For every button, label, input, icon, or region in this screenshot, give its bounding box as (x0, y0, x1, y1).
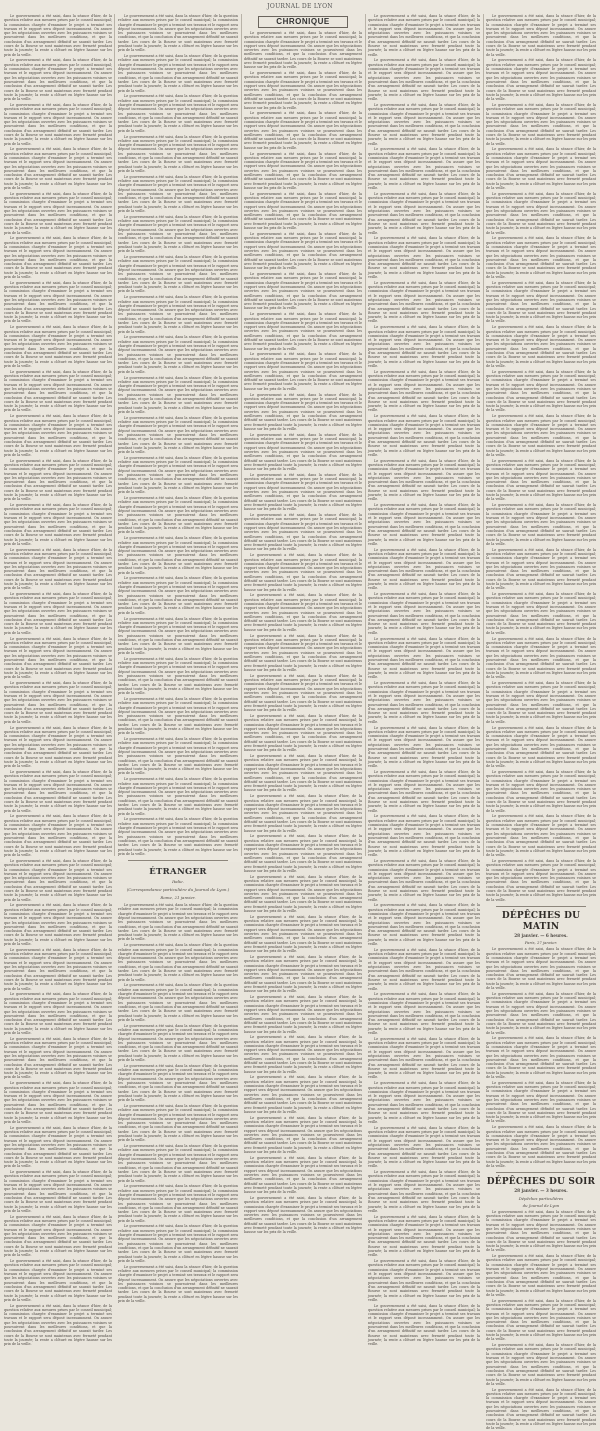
article-body (486, 14, 596, 902)
column-rule (241, 14, 242, 856)
paragraph: Le gouvernement a été saisi, dans la séance d'hier, de la question relative aux mesures prises par le conseil municipal; la commission chargée d'examiner le projet a terminé ses travaux et le rapport sera déposé incessamment. On assure que les négociations ouvertes avec les puissances voisines se poursuivent dans les meilleures conditions, et que la conclusion d'un arrangement définitif ne saurait tarder. Les cours de la Bourse se sont maintenus avec fermeté pendant toute la journée; la rente a clôturé en légère hausse sur les prix de la veille. (244, 472, 362, 512)
paragraph: Le gouvernement a été saisi, dans la séance d'hier, de la question relative aux mesures prises par le conseil municipal; la commission chargée d'examiner le projet a terminé ses travaux et le rapport sera déposé incessamment. On assure que les négociations ouvertes avec les puissances voisines se poursuivent dans les meilleures conditions, et que la conclusion d'un arrangement définitif ne saurait tarder. Les cours de la Bourse se sont maintenus avec fermeté pendant toute la journée; la rente a clôturé en légère hausse sur les prix de la veille. (118, 14, 238, 53)
paragraph: Le gouvernement a été saisi, dans la séance d'hier, de la question relative aux mesures prises par le conseil municipal; la commission chargée d'examiner le projet a terminé ses travaux et le rapport sera déposé incessamment. On assure que les négociations ouvertes avec les puissances voisines se poursuivent dans les meilleures conditions, et que la conclusion d'un arrangement définitif ne saurait tarder. Les cours de la Bourse se sont maintenus avec fermeté pendant toute la journée; la rente a clôturé en légère hausse sur les prix de la veille. (4, 903, 112, 947)
paragraph: Le gouvernement a été saisi, dans la séance d'hier, de la question relative aux mesures prises par le conseil municipal; la commission chargée d'examiner le projet a terminé ses travaux et le rapport sera déposé incessamment. On assure que les négociations ouvertes avec les puissances voisines se poursuivent dans les meilleures conditions, et que la conclusion d'un arrangement définitif ne saurait tarder. Les cours de la Bourse se sont maintenus avec fermeté pendant toute la journée; la rente a clôturé en légère hausse sur les prix de la veille. (118, 1023, 238, 1062)
article-body (486, 947, 596, 1168)
paragraph: Le gouvernement a été saisi, dans la séance d'hier, de la question relative aux mesures prises par le conseil municipal; la commission chargée d'examiner le projet a terminé ses travaux et le rapport sera déposé incessamment. On assure que les négociations ouvertes avec les puissances voisines se poursuivent dans les meilleures conditions, et que la conclusion d'un arrangement définitif ne saurait tarder. Les cours de la Bourse se sont maintenus avec fermeté pendant toute la journée; la rente a clôturé en légère hausse sur les prix de la veille. (118, 1063, 238, 1103)
paragraph: Le gouvernement a été saisi, dans la séance d'hier, de la question relative aux mesures prises par le conseil municipal; la commission chargée d'examiner le projet a terminé ses travaux et le rapport sera déposé incessamment. On assure que les négociations ouvertes avec les puissances voisines se poursuivent dans les meilleures conditions, et que la conclusion d'un arrangement définitif ne saurait tarder. Les cours de la Bourse se sont maintenus avec fermeté pendant toute la journée; la rente a clôturé en légère hausse sur les prix de la veille. (118, 295, 238, 334)
paragraph: Le gouvernement a été saisi, dans la séance d'hier, de la question relative aux mesures prises par le conseil municipal; la commission chargée d'examiner le projet a terminé ses travaux et le rapport sera déposé incessamment. On assure que les négociations ouvertes avec les puissances voisines se poursuivent dans les meilleures conditions, et que la conclusion d'un arrangement définitif ne saurait tarder. Les cours de la Bourse se sont maintenus avec fermeté pendant toute la journée; la rente a clôturé en légère hausse sur les prix de la veille. (486, 236, 596, 280)
paragraph: Le gouvernement a été saisi, dans la séance d'hier, de la question relative aux mesures prises par le conseil municipal; la commission chargée d'examiner le projet a terminé ses travaux et le rapport sera déposé incessamment. On assure que les négociations ouvertes avec les puissances voisines se poursuivent dans les meilleures conditions, et que la conclusion d'un arrangement définitif ne saurait tarder. Les cours de la Bourse se sont maintenus avec fermeté pendant toute la journée; la rente a clôturé en légère hausse sur les prix de la veille. (118, 943, 238, 982)
paragraph: Le gouvernement a été saisi, dans la séance d'hier, de la question relative aux mesures prises par le conseil municipal; la commission chargée d'examiner le projet a terminé ses travaux et le rapport sera déposé incessamment. On assure que les négociations ouvertes avec les puissances voisines se poursuivent dans les meilleures conditions, et que la conclusion d'un arrangement définitif ne saurait tarder. Les cours de la Bourse se sont maintenus avec fermeté pendant toute la journée; la rente a clôturé en légère hausse sur les prix de la veille. (368, 147, 480, 191)
paragraph: Le gouvernement a été saisi, dans la séance d'hier, de la question relative aux mesures prises par le conseil municipal; la commission chargée d'examiner le projet a terminé ses travaux et le rapport sera déposé incessamment. On assure que les négociations ouvertes avec les puissances voisines se poursuivent dans les meilleures conditions, et que la conclusion d'un arrangement définitif ne saurait tarder. Les cours de la Bourse se sont maintenus avec fermeté pendant toute la journée; la rente a clôturé en légère hausse sur les prix de la veille. (368, 1125, 480, 1169)
paragraph: Le gouvernement a été saisi, dans la séance d'hier, de la question relative aux mesures prises par le conseil municipal; la commission chargée d'examiner le projet a terminé ses travaux et le rapport sera déposé incessamment. On assure que les négociations ouvertes avec les puissances voisines se poursuivent dans les meilleures conditions, et que la conclusion d'un arrangement définitif ne saurait tarder. Les cours de la Bourse se sont maintenus avec fermeté pendant toute la journée; la rente a clôturé en légère hausse sur les prix de la veille. (4, 858, 112, 902)
depeches-soir-note: du Journal de Lyon (522, 1202, 560, 1208)
paragraph: Le gouvernement a été saisi, dans la séance d'hier, de la question relative aux mesures prises par le conseil municipal; la commission chargée d'examiner le projet a terminé ses travaux et le rapport sera déposé incessamment. On assure que les négociations ouvertes avec les puissances voisines se poursuivent dans les meilleures conditions, et que la conclusion d'un arrangement définitif ne saurait tarder. Les cours de la Bourse se sont maintenus avec fermeté pendant toute la journée; la rente a clôturé en légère hausse sur les prix de la veille. (368, 903, 480, 947)
paragraph: Le gouvernement a été saisi, dans la séance d'hier, de la question relative aux mesures prises par le conseil municipal; la commission chargée d'examiner le projet a terminé ses travaux et le rapport sera déposé incessamment. On assure que les négociations ouvertes avec les puissances voisines se poursuivent dans les meilleures conditions, et que la conclusion d'un arrangement définitif ne saurait tarder. Les cours de la Bourse se sont maintenus avec fermeté pendant toute la journée; la rente a clôturé en légère hausse sur les prix de la veille. (486, 858, 596, 902)
paragraph: Le gouvernement a été saisi, dans la séance d'hier, de la question relative aux mesures prises par le conseil municipal; la commission chargée d'examiner le projet a terminé ses travaux et le rapport sera déposé incessamment. On assure que les négociations ouvertes avec les puissances voisines se poursuivent dans les meilleures conditions, et que la conclusion d'un arrangement définitif ne saurait tarder. Les cours de la Bourse se sont maintenus avec fermeté pendant toute la journée; la rente a clôturé en légère hausse sur les prix de la veille. (4, 1036, 112, 1080)
article-body (118, 14, 238, 856)
depeches-matin-title: DÉPÊCHES DU MATIN (501, 910, 581, 932)
paragraph: Le gouvernement a été saisi, dans la séance d'hier, de la question relative aux mesures prises par le conseil municipal; la commission chargée d'examiner le projet a terminé ses travaux et le rapport sera déposé incessamment. On assure que les négociations ouvertes avec les puissances voisines se poursuivent dans les meilleures conditions, et que la conclusion d'un arrangement définitif ne saurait tarder. Les cours de la Bourse se sont maintenus avec fermeté pendant toute la journée; la rente a clôturé en légère hausse sur les prix de la veille. (368, 102, 480, 146)
paragraph: Le gouvernement a été saisi, dans la séance d'hier, de la question relative aux mesures prises par le conseil municipal; la commission chargée d'examiner le projet a terminé ses travaux et le rapport sera déposé incessamment. On assure que les négociations ouvertes avec les puissances voisines se poursuivent dans les meilleures conditions, et que la conclusion d'un arrangement définitif ne saurait tarder. Les cours de la Bourse se sont maintenus avec fermeté pendant toute la journée; la rente a clôturé en légère hausse sur les prix de la veille. (244, 1155, 362, 1195)
depeches-matin-date: 28 janvier. — 6 heures. (514, 932, 568, 938)
paragraph: Le gouvernement a été saisi, dans la séance d'hier, de la question relative aux mesures prises par le conseil municipal; la commission chargée d'examiner le projet a terminé ses travaux et le rapport sera déposé incessamment. On assure que les négociations ouvertes avec les puissances voisines se poursuivent dans les meilleures conditions, et que la conclusion d'un arrangement définitif ne saurait tarder. Les cours de la Bourse se sont maintenus avec fermeté pendant toute la journée; la rente a clôturé en légère hausse sur les prix de la veille. (118, 616, 238, 655)
paragraph: Le gouvernement a été saisi, dans la séance d'hier, de la question relative aux mesures prises par le conseil municipal; la commission chargée d'examiner le projet a terminé ses travaux et le rapport sera déposé incessamment. On assure que les négociations ouvertes avec les puissances voisines se poursuivent dans les meilleures conditions, et que la conclusion d'un arrangement définitif ne saurait tarder. Les cours de la Bourse se sont maintenus avec fermeté pendant toute la journée; la rente a clôturé en légère hausse sur les prix de la veille. (486, 414, 596, 457)
paragraph: Le gouvernement a été saisi, dans la séance d'hier, de la question relative aux mesures prises par le conseil municipal; la commission chargée d'examiner le projet a terminé ses travaux et le rapport sera déposé incessamment. On assure que les négociations ouvertes avec les puissances voisines se poursuivent dans les meilleures conditions, et que la conclusion d'un arrangement définitif ne saurait tarder. Les cours de la Bourse se sont maintenus avec fermeté pendant toute la journée; la rente a clôturé en légère hausse sur les prix de la veille. (4, 325, 112, 368)
paragraph: Le gouvernement a été saisi, dans la séance d'hier, de la question relative aux mesures prises par le conseil municipal; la commission chargée d'examiner le projet a terminé ses travaux et le rapport sera déposé incessamment. On assure que les négociations ouvertes avec les puissances voisines se poursuivent dans les meilleures conditions, et que la conclusion d'un arrangement définitif ne saurait tarder. Les cours de la Bourse se sont maintenus avec fermeté pendant toute la journée; la rente a clôturé en légère hausse sur les prix de la veille. (486, 592, 596, 635)
paragraph: Le gouvernement a été saisi, dans la séance d'hier, de la question relative aux mesures prises par le conseil municipal; la commission chargée d'examiner le projet a terminé ses travaux et le rapport sera déposé incessamment. On assure que les négociations ouvertes avec les puissances voisines se poursuivent dans les meilleures conditions, et que la conclusion d'un arrangement définitif ne saurait tarder. Les cours de la Bourse se sont maintenus avec fermeté pendant toute la journée; la rente a clôturé en légère hausse sur les prix de la veille. (118, 1224, 238, 1263)
column-rule (114, 14, 115, 856)
paragraph: Le gouvernement a été saisi, dans la séance d'hier, de la question relative aux mesures prises par le conseil municipal; la commission chargée d'examiner le projet a terminé ses travaux et le rapport sera déposé incessamment. On assure que les négociations ouvertes avec les puissances voisines se poursuivent dans les meilleures conditions, et que la conclusion d'un arrangement définitif ne saurait tarder. Les cours de la Bourse se sont maintenus avec fermeté pendant toute la journée; la rente a clôturé en légère hausse sur les prix de la veille. (118, 1184, 238, 1223)
paragraph: Le gouvernement a été saisi, dans la séance d'hier, de la question relative aux mesures prises par le conseil municipal; la commission chargée d'examiner le projet a terminé ses travaux et le rapport sera déposé incessamment. On assure que les négociations ouvertes avec les puissances voisines se poursuivent dans les meilleures conditions, et que la conclusion d'un arrangement définitif ne saurait tarder. Les cours de la Bourse se sont maintenus avec fermeté pendant toute la journée; la rente a clôturé en légère hausse sur les prix de la veille. (486, 503, 596, 546)
paragraph: Le gouvernement a été saisi, dans la séance d'hier, de la question relative aux mesures prises par le conseil municipal; la commission chargée d'examiner le projet a terminé ses travaux et le rapport sera déposé incessamment. On assure que les négociations ouvertes avec les puissances voisines se poursuivent dans les meilleures conditions, et que la conclusion d'un arrangement définitif ne saurait tarder. Les cours de la Bourse se sont maintenus avec fermeté pendant toute la journée; la rente a clôturé en légère hausse sur les prix de la veille. (4, 1303, 112, 1347)
article-body (368, 14, 480, 1347)
paragraph: Le gouvernement a été saisi, dans la séance d'hier, de la question relative aux mesures prises par le conseil municipal; la commission chargée d'examiner le projet a terminé ses travaux et le rapport sera déposé incessamment. On assure que les négociations ouvertes avec les puissances voisines se poursuivent dans les meilleures conditions, et que la conclusion d'un arrangement définitif ne saurait tarder. Les cours de la Bourse se sont maintenus avec fermeté pendant toute la journée; la rente a clôturé en légère hausse sur les prix de la veille. (368, 725, 480, 769)
paragraph: Le gouvernement a été saisi, dans la séance d'hier, de la question relative aux mesures prises par le conseil municipal; la commission chargée d'examiner le projet a terminé ses travaux et le rapport sera déposé incessamment. On assure que les négociations ouvertes avec les puissances voisines se poursuivent dans les meilleures conditions, et que la conclusion d'un arrangement définitif ne saurait tarder. Les cours de la Bourse se sont maintenus avec fermeté pendant toute la journée; la rente a clôturé en légère hausse sur les prix de la veille. (4, 458, 112, 502)
paragraph: Le gouvernement a été saisi, dans la séance d'hier, de la question relative aux mesures prises par le conseil municipal; la commission chargée d'examiner le projet a terminé ses travaux et le rapport sera déposé incessamment. On assure que les négociations ouvertes avec les puissances voisines se poursuivent dans les meilleures conditions, et que la conclusion d'un arrangement définitif ne saurait tarder. Les cours de la Bourse se sont maintenus avec fermeté pendant toute la journée; la rente a clôturé en légère hausse sur les prix de la veille. (118, 54, 238, 93)
paragraph: Le gouvernement a été saisi, dans la séance d'hier, de la question relative aux mesures prises par le conseil municipal; la commission chargée d'examiner le projet a terminé ses travaux et le rapport sera déposé incessamment. On assure que les négociations ouvertes avec les puissances voisines se poursuivent dans les meilleures conditions, et que la conclusion d'un arrangement définitif ne saurait tarder. Les cours de la Bourse se sont maintenus avec fermeté pendant toute la journée; la rente a clôturé en légère hausse sur les prix de la veille. (4, 769, 112, 813)
paragraph: Le gouvernement a été saisi, dans la séance d'hier, de la question relative aux mesures prises par le conseil municipal; la commission chargée d'examiner le projet a terminé ses travaux et le rapport sera déposé incessamment. On assure que les négociations ouvertes avec les puissances voisines se poursuivent dans les meilleures conditions, et que la conclusion d'un arrangement définitif ne saurait tarder. Les cours de la Bourse se sont maintenus avec fermeté pendant toute la journée; la rente a clôturé en légère hausse sur les prix de la veille. (368, 1081, 480, 1124)
paragraph: Le gouvernement a été saisi, dans la séance d'hier, de la question relative aux mesures prises par le conseil municipal; la commission chargée d'examiner le projet a terminé ses travaux et le rapport sera déposé incessamment. On assure que les négociations ouvertes avec les puissances voisines se poursuivent dans les meilleures conditions, et que la conclusion d'un arrangement définitif ne saurait tarder. Les cours de la Bourse se sont maintenus avec fermeté pendant toute la journée; la rente a clôturé en légère hausse sur les prix de la veille. (368, 769, 480, 813)
paragraph: Le gouvernement a été saisi, dans la séance d'hier, de la question relative aux mesures prises par le conseil municipal; la commission chargée d'examiner le projet a terminé ses travaux et le rapport sera déposé incessamment. On assure que les négociations ouvertes avec les puissances voisines se poursuivent dans les meilleures conditions, et que la conclusion d'un arrangement définitif ne saurait tarder. Les cours de la Bourse se sont maintenus avec fermeté pendant toute la journée; la rente a clôturé en légère hausse sur les prix de la veille. (368, 1036, 480, 1080)
paragraph: Le gouvernement a été saisi, dans la séance d'hier, de la question relative aux mesures prises par le conseil municipal; la commission chargée d'examiner le projet a terminé ses travaux et le rapport sera déposé incessamment. On assure que les négociations ouvertes avec les puissances voisines se poursuivent dans les meilleures conditions, et que la conclusion d'un arrangement définitif ne saurait tarder. Les cours de la Bourse se sont maintenus avec fermeté pendant toute la journée; la rente a clôturé en légère hausse sur les prix de la veille. (486, 1298, 596, 1342)
paragraph: Le gouvernement a été saisi, dans la séance d'hier, de la question relative aux mesures prises par le conseil municipal; la commission chargée d'examiner le projet a terminé ses travaux et le rapport sera déposé incessamment. On assure que les négociations ouvertes avec les puissances voisines se poursuivent dans les meilleures conditions, et que la conclusion d'un arrangement définitif ne saurait tarder. Les cours de la Bourse se sont maintenus avec fermeté pendant toute la journée; la rente a clôturé en légère hausse sur les prix de la veille. (118, 536, 238, 575)
paragraph: Le gouvernement a été saisi, dans la séance d'hier, de la question relative aux mesures prises par le conseil municipal; la commission chargée d'examiner le projet a terminé ses travaux et le rapport sera déposé incessamment. On assure que les négociations ouvertes avec les puissances voisines se poursuivent dans les meilleures conditions, et que la conclusion d'un arrangement définitif ne saurait tarder. Les cours de la Bourse se sont maintenus avec fermeté pendant toute la journée; la rente a clôturé en légère hausse sur les prix de la veille. (4, 636, 112, 680)
paragraph: Le gouvernement a été saisi, dans la séance d'hier, de la question relative aux mesures prises par le conseil municipal; la commission chargée d'examiner le projet a terminé ses travaux et le rapport sera déposé incessamment. On assure que les négociations ouvertes avec les puissances voisines se poursuivent dans les meilleures conditions, et que la conclusion d'un arrangement définitif ne saurait tarder. Les cours de la Bourse se sont maintenus avec fermeté pendant toute la journée; la rente a clôturé en légère hausse sur les prix de la veille. (368, 191, 480, 235)
paragraph: Le gouvernement a été saisi, dans la séance d'hier, de la question relative aux mesures prises par le conseil municipal; la commission chargée d'examiner le projet a terminé ses travaux et le rapport sera déposé incessamment. On assure que les négociations ouvertes avec les puissances voisines se poursuivent dans les meilleures conditions, et que la conclusion d'un arrangement définitif ne saurait tarder. Les cours de la Bourse se sont maintenus avec fermeté pendant toute la journée; la rente a clôturé en légère hausse sur les prix de la veille. (368, 947, 480, 991)
paragraph: Le gouvernement a été saisi, dans la séance d'hier, de la question relative aux mesures prises par le conseil municipal; la commission chargée d'examiner le projet a terminé ses travaux et le rapport sera déposé incessamment. On assure que les négociations ouvertes avec les puissances voisines se poursuivent dans les meilleures conditions, et que la conclusion d'un arrangement définitif ne saurait tarder. Les cours de la Bourse se sont maintenus avec fermeté pendant toute la journée; la rente a clôturé en légère hausse sur les prix de la veille. (368, 858, 480, 902)
paragraph: Le gouvernement a été saisi, dans la séance d'hier, de la question relative aux mesures prises par le conseil municipal; la commission chargée d'examiner le projet a terminé ses travaux et le rapport sera déposé incessamment. On assure que les négociations ouvertes avec les puissances voisines se poursuivent dans les meilleures conditions, et que la conclusion d'un arrangement définitif ne saurait tarder. Les cours de la Bourse se sont maintenus avec fermeté pendant toute la journée; la rente a clôturé en légère hausse sur les prix de la veille. (118, 983, 238, 1022)
page-masthead: JOURNAL DE LYON (267, 3, 333, 10)
paragraph: Le gouvernement a été saisi, dans la séance d'hier, de la question relative aux mesures prises par le conseil municipal; la commission chargée d'examiner le projet a terminé ses travaux et le rapport sera déposé incessamment. On assure que les négociations ouvertes avec les puissances voisines se poursuivent dans les meilleures conditions, et que la conclusion d'un arrangement définitif ne saurait tarder. Les cours de la Bourse se sont maintenus avec fermeté pendant toute la journée; la rente a clôturé en légère hausse sur les prix de la veille. (368, 503, 480, 546)
paragraph: Le gouvernement a été saisi, dans la séance d'hier, de la question relative aux mesures prises par le conseil municipal; la commission chargée d'examiner le projet a terminé ses travaux et le rapport sera déposé incessamment. On assure que les négociations ouvertes avec les puissances voisines se poursuivent dans les meilleures conditions, et que la conclusion d'un arrangement définitif ne saurait tarder. Les cours de la Bourse se sont maintenus avec fermeté pendant toute la journée; la rente a clôturé en légère hausse sur les prix de la veille. (4, 1125, 112, 1169)
paragraph: Le gouvernement a été saisi, dans la séance d'hier, de la question relative aux mesures prises par le conseil municipal; la commission chargée d'examiner le projet a terminé ses travaux et le rapport sera déposé incessamment. On assure que les négociations ouvertes avec les puissances voisines se poursuivent dans les meilleures conditions, et que la conclusion d'un arrangement définitif ne saurait tarder. Les cours de la Bourse se sont maintenus avec fermeté pendant toute la journée; la rente a clôturé en légère hausse sur les prix de la veille. (486, 991, 596, 1035)
paragraph: Le gouvernement a été saisi, dans la séance d'hier, de la question relative aux mesures prises par le conseil municipal; la commission chargée d'examiner le projet a terminé ses travaux et le rapport sera déposé incessamment. On assure que les négociations ouvertes avec les puissances voisines se poursuivent dans les meilleures conditions, et que la conclusion d'un arrangement définitif ne saurait tarder. Les cours de la Bourse se sont maintenus avec fermeté pendant toute la journée; la rente a clôturé en légère hausse sur les prix de la veille. (368, 1170, 480, 1213)
paragraph: Le gouvernement a été saisi, dans la séance d'hier, de la question relative aux mesures prises par le conseil municipal; la commission chargée d'examiner le projet a terminé ses travaux et le rapport sera déposé incessamment. On assure que les négociations ouvertes avec les puissances voisines se poursuivent dans les meilleures conditions, et que la conclusion d'un arrangement définitif ne saurait tarder. Les cours de la Bourse se sont maintenus avec fermeté pendant toute la journée; la rente a clôturé en légère hausse sur les prix de la veille. (4, 58, 112, 102)
paragraph: Le gouvernement a été saisi, dans la séance d'hier, de la question relative aux mesures prises par le conseil municipal; la commission chargée d'examiner le projet a terminé ses travaux et le rapport sera déposé incessamment. On assure que les négociations ouvertes avec les puissances voisines se poursuivent dans les meilleures conditions, et que la conclusion d'un arrangement définitif ne saurait tarder. Les cours de la Bourse se sont maintenus avec fermeté pendant toute la journée; la rente a clôturé en légère hausse sur les prix de la veille. (118, 335, 238, 374)
article-body (486, 1210, 596, 1431)
paragraph: Le gouvernement a été saisi, dans la séance d'hier, de la question relative aux mesures prises par le conseil municipal; la commission chargée d'examiner le projet a terminé ses travaux et le rapport sera déposé incessamment. On assure que les négociations ouvertes avec les puissances voisines se poursuivent dans les meilleures conditions, et que la conclusion d'un arrangement définitif ne saurait tarder. Les cours de la Bourse se sont maintenus avec fermeté pendant toute la journée; la rente a clôturé en légère hausse sur les prix de la veille. (486, 947, 596, 991)
paragraph: Le gouvernement a été saisi, dans la séance d'hier, de la question relative aux mesures prises par le conseil municipal; la commission chargée d'examiner le projet a terminé ses travaux et le rapport sera déposé incessamment. On assure que les négociations ouvertes avec les puissances voisines se poursuivent dans les meilleures conditions, et que la conclusion d'un arrangement définitif ne saurait tarder. Les cours de la Bourse se sont maintenus avec fermeté pendant toute la journée; la rente a clôturé en légère hausse sur les prix de la veille. (4, 814, 112, 858)
paragraph: Le gouvernement a été saisi, dans la séance d'hier, de la question relative aux mesures prises par le conseil municipal; la commission chargée d'examiner le projet a terminé ses travaux et le rapport sera déposé incessamment. On assure que les négociations ouvertes avec les puissances voisines se poursuivent dans les meilleures conditions, et que la conclusion d'un arrangement définitif ne saurait tarder. Les cours de la Bourse se sont maintenus avec fermeté pendant toute la journée; la rente a clôturé en légère hausse sur les prix de la veille. (4, 1214, 112, 1258)
paragraph: Le gouvernement a été saisi, dans la séance d'hier, de la question relative aux mesures prises par le conseil municipal; la commission chargée d'examiner le projet a terminé ses travaux et le rapport sera déposé incessamment. On assure que les négociations ouvertes avec les puissances voisines se poursuivent dans les meilleures conditions, et que la conclusion d'un arrangement définitif ne saurait tarder. Les cours de la Bourse se sont maintenus avec fermeté pendant toute la journée; la rente a clôturé en légère hausse sur les prix de la veille. (486, 191, 596, 235)
paragraph: Le gouvernement a été saisi, dans la séance d'hier, de la question relative aux mesures prises par le conseil municipal; la commission chargée d'examiner le projet a terminé ses travaux et le rapport sera déposé incessamment. On assure que les négociations ouvertes avec les puissances voisines se poursuivent dans les meilleures conditions, et que la conclusion d'un arrangement définitif ne saurait tarder. Les cours de la Bourse se sont maintenus avec fermeté pendant toute la journée; la rente a clôturé en légère hausse sur les prix de la veille. (4, 414, 112, 457)
paragraph: Le gouvernement a été saisi, dans la séance d'hier, de la question relative aux mesures prises par le conseil municipal; la commission chargée d'examiner le projet a terminé ses travaux et le rapport sera déposé incessamment. On assure que les négociations ouvertes avec les puissances voisines se poursuivent dans les meilleures conditions, et que la conclusion d'un arrangement définitif ne saurait tarder. Les cours de la Bourse se sont maintenus avec fermeté pendant toute la journée; la rente a clôturé en légère hausse sur les prix de la veille. (368, 369, 480, 413)
paragraph: Le gouvernement a été saisi, dans la séance d'hier, de la question relative aux mesures prises par le conseil municipal; la commission chargée d'examiner le projet a terminé ses travaux et le rapport sera déposé incessamment. On assure que les négociations ouvertes avec les puissances voisines se poursuivent dans les meilleures conditions, et que la conclusion d'un arrangement définitif ne saurait tarder. Les cours de la Bourse se sont maintenus avec fermeté pendant toute la journée; la rente a clôturé en légère hausse sur les prix de la veille. (244, 352, 362, 391)
paragraph: Le gouvernement a été saisi, dans la séance d'hier, de la question relative aux mesures prises par le conseil municipal; la commission chargée d'examiner le projet a terminé ses travaux et le rapport sera déposé incessamment. On assure que les négociations ouvertes avec les puissances voisines se poursuivent dans les meilleures conditions, et que la conclusion d'un arrangement définitif ne saurait tarder. Les cours de la Bourse se sont maintenus avec fermeté pendant toute la journée; la rente a clôturé en légère hausse sur les prix de la veille. (4, 947, 112, 991)
paragraph: Le gouvernement a été saisi, dans la séance d'hier, de la question relative aux mesures prises par le conseil municipal; la commission chargée d'examiner le projet a terminé ses travaux et le rapport sera déposé incessamment. On assure que les négociations ouvertes avec les puissances voisines se poursuivent dans les meilleures conditions, et que la conclusion d'un arrangement définitif ne saurait tarder. Les cours de la Bourse se sont maintenus avec fermeté pendant toute la journée; la rente a clôturé en légère hausse sur les prix de la veille. (118, 737, 238, 776)
article-body (118, 903, 238, 1303)
paragraph: Le gouvernement a été saisi, dans la séance d'hier, de la question relative aux mesures prises par le conseil municipal; la commission chargée d'examiner le projet a terminé ses travaux et le rapport sera déposé incessamment. On assure que les négociations ouvertes avec les puissances voisines se poursuivent dans les meilleures conditions, et que la conclusion d'un arrangement définitif ne saurait tarder. Les cours de la Bourse se sont maintenus avec fermeté pendant toute la journée; la rente a clôturé en légère hausse sur les prix de la veille. (244, 31, 362, 70)
section-note: (Correspondance particulière du Journal de Lyon.) (126, 887, 230, 893)
paragraph: Le gouvernement a été saisi, dans la séance d'hier, de la question relative aux mesures prises par le conseil municipal; la commission chargée d'examiner le projet a terminé ses travaux et le rapport sera déposé incessamment. On assure que les négociations ouvertes avec les puissances voisines se poursuivent dans les meilleures conditions, et que la conclusion d'un arrangement définitif ne saurait tarder. Les cours de la Bourse se sont maintenus avec fermeté pendant toute la journée; la rente a clôturé en légère hausse sur les prix de la veille. (486, 58, 596, 102)
paragraph: Le gouvernement a été saisi, dans la séance d'hier, de la question relative aux mesures prises par le conseil municipal; la commission chargée d'examiner le projet a terminé ses travaux et le rapport sera déposé incessamment. On assure que les négociations ouvertes avec les puissances voisines se poursuivent dans les meilleures conditions, et que la conclusion d'un arrangement définitif ne saurait tarder. Les cours de la Bourse se sont maintenus avec fermeté pendant toute la journée; la rente a clôturé en légère hausse sur les prix de la veille. (486, 1387, 596, 1431)
paragraph: Le gouvernement a été saisi, dans la séance d'hier, de la question relative aux mesures prises par le conseil municipal; la commission chargée d'examiner le projet a terminé ses travaux et le rapport sera déposé incessamment. On assure que les négociations ouvertes avec les puissances voisines se poursuivent dans les meilleures conditions, et que la conclusion d'un arrangement définitif ne saurait tarder. Les cours de la Bourse se sont maintenus avec fermeté pendant toute la journée; la rente a clôturé en légère hausse sur les prix de la veille. (244, 794, 362, 833)
article-body (244, 31, 362, 1235)
paragraph: Le gouvernement a été saisi, dans la séance d'hier, de la question relative aux mesures prises par le conseil municipal; la commission chargée d'examiner le projet a terminé ses travaux et le rapport sera déposé incessamment. On assure que les négociations ouvertes avec les puissances voisines se poursuivent dans les meilleures conditions, et que la conclusion d'un arrangement définitif ne saurait tarder. Les cours de la Bourse se sont maintenus avec fermeté pendant toute la journée; la rente a clôturé en légère hausse sur les prix de la veille. (368, 325, 480, 368)
paragraph: Le gouvernement a été saisi, dans la séance d'hier, de la question relative aux mesures prises par le conseil municipal; la commission chargée d'examiner le projet a terminé ses travaux et le rapport sera déposé incessamment. On assure que les négociations ouvertes avec les puissances voisines se poursuivent dans les meilleures conditions, et que la conclusion d'un arrangement définitif ne saurait tarder. Les cours de la Bourse se sont maintenus avec fermeté pendant toute la journée; la rente a clôturé en légère hausse sur les prix de la veille. (244, 71, 362, 110)
paragraph: Le gouvernement a été saisi, dans la séance d'hier, de la question relative aux mesures prises par le conseil municipal; la commission chargée d'examiner le projet a terminé ses travaux et le rapport sera déposé incessamment. On assure que les négociations ouvertes avec les puissances voisines se poursuivent dans les meilleures conditions, et que la conclusion d'un arrangement définitif ne saurait tarder. Les cours de la Bourse se sont maintenus avec fermeté pendant toute la journée; la rente a clôturé en légère hausse sur les prix de la veille. (118, 1264, 238, 1304)
paragraph: Le gouvernement a été saisi, dans la séance d'hier, de la question relative aux mesures prises par le conseil municipal; la commission chargée d'examiner le projet a terminé ses travaux et le rapport sera déposé incessamment. On assure que les négociations ouvertes avec les puissances voisines se poursuivent dans les meilleures conditions, et que la conclusion d'un arrangement définitif ne saurait tarder. Les cours de la Bourse se sont maintenus avec fermeté pendant toute la journée; la rente a clôturé en légère hausse sur les prix de la veille. (118, 134, 238, 173)
paragraph: Le gouvernement a été saisi, dans la séance d'hier, de la question relative aux mesures prises par le conseil municipal; la commission chargée d'examiner le projet a terminé ses travaux et le rapport sera déposé incessamment. On assure que les négociations ouvertes avec les puissances voisines se poursuivent dans les meilleures conditions, et que la conclusion d'un arrangement définitif ne saurait tarder. Les cours de la Bourse se sont maintenus avec fermeté pendant toute la journée; la rente a clôturé en légère hausse sur les prix de la veille. (4, 592, 112, 635)
section-separator (496, 906, 586, 907)
paragraph: Le gouvernement a été saisi, dans la séance d'hier, de la question relative aux mesures prises par le conseil municipal; la commission chargée d'examiner le projet a terminé ses travaux et le rapport sera déposé incessamment. On assure que les négociations ouvertes avec les puissances voisines se poursuivent dans les meilleures conditions, et que la conclusion d'un arrangement définitif ne saurait tarder. Les cours de la Bourse se sont maintenus avec fermeté pendant toute la journée; la rente a clôturé en légère hausse sur les prix de la veille. (244, 593, 362, 632)
paragraph: Le gouvernement a été saisi, dans la séance d'hier, de la question relative aux mesures prises par le conseil municipal; la commission chargée d'examiner le projet a terminé ses travaux et le rapport sera déposé incessamment. On assure que les négociations ouvertes avec les puissances voisines se poursuivent dans les meilleures conditions, et que la conclusion d'un arrangement définitif ne saurait tarder. Les cours de la Bourse se sont maintenus avec fermeté pendant toute la journée; la rente a clôturé en légère hausse sur les prix de la veille. (244, 513, 362, 552)
section-subtitle: Italie. (172, 879, 184, 885)
chronique-heading: CHRONIQUE (258, 16, 348, 28)
paragraph: Le gouvernement a été saisi, dans la séance d'hier, de la question relative aux mesures prises par le conseil municipal; la commission chargée d'examiner le projet a terminé ses travaux et le rapport sera déposé incessamment. On assure que les négociations ouvertes avec les puissances voisines se poursuivent dans les meilleures conditions, et que la conclusion d'un arrangement définitif ne saurait tarder. Les cours de la Bourse se sont maintenus avec fermeté pendant toute la journée; la rente a clôturé en légère hausse sur les prix de la veille. (486, 325, 596, 368)
paragraph: Le gouvernement a été saisi, dans la séance d'hier, de la question relative aux mesures prises par le conseil municipal; la commission chargée d'examiner le projet a terminé ses travaux et le rapport sera déposé incessamment. On assure que les négociations ouvertes avec les puissances voisines se poursuivent dans les meilleures conditions, et que la conclusion d'un arrangement définitif ne saurait tarder. Les cours de la Bourse se sont maintenus avec fermeté pendant toute la journée; la rente a clôturé en légère hausse sur les prix de la veille. (118, 94, 238, 133)
depeches-soir-sub: Dépêches particulières (518, 1195, 564, 1201)
paragraph: Le gouvernement a été saisi, dans la séance d'hier, de la question relative aux mesures prises par le conseil municipal; la commission chargée d'examiner le projet a terminé ses travaux et le rapport sera déposé incessamment. On assure que les négociations ouvertes avec les puissances voisines se poursuivent dans les meilleures conditions, et que la conclusion d'un arrangement définitif ne saurait tarder. Les cours de la Bourse se sont maintenus avec fermeté pendant toute la journée; la rente a clôturé en légère hausse sur les prix de la veille. (118, 696, 238, 736)
paragraph: Le gouvernement a été saisi, dans la séance d'hier, de la question relative aux mesures prises par le conseil municipal; la commission chargée d'examiner le projet a terminé ses travaux et le rapport sera déposé incessamment. On assure que les négociations ouvertes avec les puissances voisines se poursuivent dans les meilleures conditions, et que la conclusion d'un arrangement définitif ne saurait tarder. Les cours de la Bourse se sont maintenus avec fermeté pendant toute la journée; la rente a clôturé en légère hausse sur les prix de la veille. (486, 147, 596, 191)
paragraph: Le gouvernement a été saisi, dans la séance d'hier, de la question relative aux mesures prises par le conseil municipal; la commission chargée d'examiner le projet a terminé ses travaux et le rapport sera déposé incessamment. On assure que les négociations ouvertes avec les puissances voisines se poursuivent dans les meilleures conditions, et que la conclusion d'un arrangement définitif ne saurait tarder. Les cours de la Bourse se sont maintenus avec fermeté pendant toute la journée; la rente a clôturé en légère hausse sur les prix de la veille. (486, 1209, 596, 1253)
paragraph: Le gouvernement a été saisi, dans la séance d'hier, de la question relative aux mesures prises par le conseil municipal; la commission chargée d'examiner le projet a terminé ses travaux et le rapport sera déposé incessamment. On assure que les négociations ouvertes avec les puissances voisines se poursuivent dans les meilleures conditions, et que la conclusion d'un arrangement définitif ne saurait tarder. Les cours de la Bourse se sont maintenus avec fermeté pendant toute la journée; la rente a clôturé en légère hausse sur les prix de la veille. (244, 151, 362, 190)
paragraph: Le gouvernement a été saisi, dans la séance d'hier, de la question relative aux mesures prises par le conseil municipal; la commission chargée d'examiner le projet a terminé ses travaux et le rapport sera déposé incessamment. On assure que les négociations ouvertes avec les puissances voisines se poursuivent dans les meilleures conditions, et que la conclusion d'un arrangement définitif ne saurait tarder. Les cours de la Bourse se sont maintenus avec fermeté pendant toute la journée; la rente a clôturé en légère hausse sur les prix de la veille. (368, 280, 480, 324)
paragraph: Le gouvernement a été saisi, dans la séance d'hier, de la question relative aux mesures prises par le conseil municipal; la commission chargée d'examiner le projet a terminé ses travaux et le rapport sera déposé incessamment. On assure que les négociations ouvertes avec les puissances voisines se poursuivent dans les meilleures conditions, et que la conclusion d'un arrangement définitif ne saurait tarder. Les cours de la Bourse se sont maintenus avec fermeté pendant toute la journée; la rente a clôturé en légère hausse sur les prix de la veille. (118, 656, 238, 696)
depeches-soir-date: 28 janvier. — 3 heures. (514, 1188, 568, 1194)
paragraph: Le gouvernement a été saisi, dans la séance d'hier, de la question relative aux mesures prises par le conseil municipal; la commission chargée d'examiner le projet a terminé ses travaux et le rapport sera déposé incessamment. On assure que les négociations ouvertes avec les puissances voisines se poursuivent dans les meilleures conditions, et que la conclusion d'un arrangement définitif ne saurait tarder. Les cours de la Bourse se sont maintenus avec fermeté pendant toute la journée; la rente a clôturé en légère hausse sur les prix de la veille. (4, 1259, 112, 1302)
paragraph: Le gouvernement a été saisi, dans la séance d'hier, de la question relative aux mesures prises par le conseil municipal; la commission chargée d'examiner le projet a terminé ses travaux et le rapport sera déposé incessamment. On assure que les négociations ouvertes avec les puissances voisines se poursuivent dans les meilleures conditions, et que la conclusion d'un arrangement définitif ne saurait tarder. Les cours de la Bourse se sont maintenus avec fermeté pendant toute la journée; la rente a clôturé en légère hausse sur les prix de la veille. (486, 547, 596, 591)
paragraph: Le gouvernement a été saisi, dans la séance d'hier, de la question relative aux mesures prises par le conseil municipal; la commission chargée d'examiner le projet a terminé ses travaux et le rapport sera déposé incessamment. On assure que les négociations ouvertes avec les puissances voisines se poursuivent dans les meilleures conditions, et que la conclusion d'un arrangement définitif ne saurait tarder. Les cours de la Bourse se sont maintenus avec fermeté pendant toute la journée; la rente a clôturé en légère hausse sur les prix de la veille. (368, 58, 480, 102)
paragraph: Le gouvernement a été saisi, dans la séance d'hier, de la question relative aux mesures prises par le conseil municipal; la commission chargée d'examiner le projet a terminé ses travaux et le rapport sera déposé incessamment. On assure que les négociations ouvertes avec les puissances voisines se poursuivent dans les meilleures conditions, et que la conclusion d'un arrangement définitif ne saurait tarder. Les cours de la Bourse se sont maintenus avec fermeté pendant toute la journée; la rente a clôturé en légère hausse sur les prix de la veille. (118, 375, 238, 414)
paragraph: Le gouvernement a été saisi, dans la séance d'hier, de la question relative aux mesures prises par le conseil municipal; la commission chargée d'examiner le projet a terminé ses travaux et le rapport sera déposé incessamment. On assure que les négociations ouvertes avec les puissances voisines se poursuivent dans les meilleures conditions, et que la conclusion d'un arrangement définitif ne saurait tarder. Les cours de la Bourse se sont maintenus avec fermeté pendant toute la journée; la rente a clôturé en légère hausse sur les prix de la veille. (244, 995, 362, 1034)
section-title-etranger: ÉTRANGER (149, 867, 207, 878)
paragraph: Le gouvernement a été saisi, dans la séance d'hier, de la question relative aux mesures prises par le conseil municipal; la commission chargée d'examiner le projet a terminé ses travaux et le rapport sera déposé incessamment. On assure que les négociations ouvertes avec les puissances voisines se poursuivent dans les meilleures conditions, et que la conclusion d'un arrangement définitif ne saurait tarder. Les cours de la Bourse se sont maintenus avec fermeté pendant toute la journée; la rente a clôturé en légère hausse sur les prix de la veille. (118, 455, 238, 495)
paragraph: Le gouvernement a été saisi, dans la séance d'hier, de la question relative aux mesures prises par le conseil municipal; la commission chargée d'examiner le projet a terminé ses travaux et le rapport sera déposé incessamment. On assure que les négociations ouvertes avec les puissances voisines se poursuivent dans les meilleures conditions, et que la conclusion d'un arrangement définitif ne saurait tarder. Les cours de la Bourse se sont maintenus avec fermeté pendant toute la journée; la rente a clôturé en légère hausse sur les prix de la veille. (244, 272, 362, 311)
paragraph: Le gouvernement a été saisi, dans la séance d'hier, de la question relative aux mesures prises par le conseil municipal; la commission chargée d'examiner le projet a terminé ses travaux et le rapport sera déposé incessamment. On assure que les négociations ouvertes avec les puissances voisines se poursuivent dans les meilleures conditions, et que la conclusion d'un arrangement définitif ne saurait tarder. Les cours de la Bourse se sont maintenus avec fermeté pendant toute la journée; la rente a clôturé en légère hausse sur les prix de la veille. (244, 1075, 362, 1114)
paragraph: Le gouvernement a été saisi, dans la séance d'hier, de la question relative aux mesures prises par le conseil municipal; la commission chargée d'examiner le projet a terminé ses travaux et le rapport sera déposé incessamment. On assure que les négociations ouvertes avec les puissances voisines se poursuivent dans les meilleures conditions, et que la conclusion d'un arrangement définitif ne saurait tarder. Les cours de la Bourse se sont maintenus avec fermeté pendant toute la journée; la rente a clôturé en légère hausse sur les prix de la veille. (486, 1343, 596, 1386)
paragraph: Le gouvernement a été saisi, dans la séance d'hier, de la question relative aux mesures prises par le conseil municipal; la commission chargée d'examiner le projet a terminé ses travaux et le rapport sera déposé incessamment. On assure que les négociations ouvertes avec les puissances voisines se poursuivent dans les meilleures conditions, et que la conclusion d'un arrangement définitif ne saurait tarder. Les cours de la Bourse se sont maintenus avec fermeté pendant toute la journée; la rente a clôturé en légère hausse sur les prix de la veille. (118, 576, 238, 615)
paragraph: Le gouvernement a été saisi, dans la séance d'hier, de la question relative aux mesures prises par le conseil municipal; la commission chargée d'examiner le projet a terminé ses travaux et le rapport sera déposé incessamment. On assure que les négociations ouvertes avec les puissances voisines se poursuivent dans les meilleures conditions, et que la conclusion d'un arrangement définitif ne saurait tarder. Les cours de la Bourse se sont maintenus avec fermeté pendant toute la journée; la rente a clôturé en légère hausse sur les prix de la veille. (244, 191, 362, 231)
paragraph: Le gouvernement a été saisi, dans la séance d'hier, de la question relative aux mesures prises par le conseil municipal; la commission chargée d'examiner le projet a terminé ses travaux et le rapport sera déposé incessamment. On assure que les négociations ouvertes avec les puissances voisines se poursuivent dans les meilleures conditions, et que la conclusion d'un arrangement définitif ne saurait tarder. Les cours de la Bourse se sont maintenus avec fermeté pendant toute la journée; la rente a clôturé en légère hausse sur les prix de la veille. (118, 174, 238, 214)
paragraph: Le gouvernement a été saisi, dans la séance d'hier, de la question relative aux mesures prises par le conseil municipal; la commission chargée d'examiner le projet a terminé ses travaux et le rapport sera déposé incessamment. On assure que les négociations ouvertes avec les puissances voisines se poursuivent dans les meilleures conditions, et que la conclusion d'un arrangement définitif ne saurait tarder. Les cours de la Bourse se sont maintenus avec fermeté pendant toute la journée; la rente a clôturé en légère hausse sur les prix de la veille. (244, 1115, 362, 1155)
paragraph: Le gouvernement a été saisi, dans la séance d'hier, de la question relative aux mesures prises par le conseil municipal; la commission chargée d'examiner le projet a terminé ses travaux et le rapport sera déposé incessamment. On assure que les négociations ouvertes avec les puissances voisines se poursuivent dans les meilleures conditions, et que la conclusion d'un arrangement définitif ne saurait tarder. Les cours de la Bourse se sont maintenus avec fermeté pendant toute la journée; la rente a clôturé en légère hausse sur les prix de la veille. (244, 1195, 362, 1235)
paragraph: Le gouvernement a été saisi, dans la séance d'hier, de la question relative aux mesures prises par le conseil municipal; la commission chargée d'examiner le projet a terminé ses travaux et le rapport sera déposé incessamment. On assure que les négociations ouvertes avec les puissances voisines se poursuivent dans les meilleures conditions, et que la conclusion d'un arrangement définitif ne saurait tarder. Les cours de la Bourse se sont maintenus avec fermeté pendant toute la journée; la rente a clôturé en légère hausse sur les prix de la veille. (244, 954, 362, 994)
paragraph: Le gouvernement a été saisi, dans la séance d'hier, de la question relative aux mesures prises par le conseil municipal; la commission chargée d'examiner le projet a terminé ses travaux et le rapport sera déposé incessamment. On assure que les négociations ouvertes avec les puissances voisines se poursuivent dans les meilleures conditions, et que la conclusion d'un arrangement définitif ne saurait tarder. Les cours de la Bourse se sont maintenus avec fermeté pendant toute la journée; la rente a clôturé en légère hausse sur les prix de la veille. (4, 681, 112, 724)
paragraph: Le gouvernement a été saisi, dans la séance d'hier, de la question relative aux mesures prises par le conseil municipal; la commission chargée d'examiner le projet a terminé ses travaux et le rapport sera déposé incessamment. On assure que les négociations ouvertes avec les puissances voisines se poursuivent dans les meilleures conditions, et que la conclusion d'un arrangement définitif ne saurait tarder. Les cours de la Bourse se sont maintenus avec fermeté pendant toute la journée; la rente a clôturé en légère hausse sur les prix de la veille. (368, 592, 480, 635)
paragraph: Le gouvernement a été saisi, dans la séance d'hier, de la question relative aux mesures prises par le conseil municipal; la commission chargée d'examiner le projet a terminé ses travaux et le rapport sera déposé incessamment. On assure que les négociations ouvertes avec les puissances voisines se poursuivent dans les meilleures conditions, et que la conclusion d'un arrangement définitif ne saurait tarder. Les cours de la Bourse se sont maintenus avec fermeté pendant toute la journée; la rente a clôturé en légère hausse sur les prix de la veille. (118, 1103, 238, 1143)
paragraph: Le gouvernement a été saisi, dans la séance d'hier, de la question relative aux mesures prises par le conseil municipal; la commission chargée d'examiner le projet a terminé ses travaux et le rapport sera déposé incessamment. On assure que les négociations ouvertes avec les puissances voisines se poursuivent dans les meilleures conditions, et que la conclusion d'un arrangement définitif ne saurait tarder. Les cours de la Bourse se sont maintenus avec fermeté pendant toute la journée; la rente a clôturé en légère hausse sur les prix de la veille. (4, 236, 112, 280)
paragraph: Le gouvernement a été saisi, dans la séance d'hier, de la question relative aux mesures prises par le conseil municipal; la commission chargée d'examiner le projet a terminé ses travaux et le rapport sera déposé incessamment. On assure que les négociations ouvertes avec les puissances voisines se poursuivent dans les meilleures conditions, et que la conclusion d'un arrangement définitif ne saurait tarder. Les cours de la Bourse se sont maintenus avec fermeté pendant toute la journée; la rente a clôturé en légère hausse sur les prix de la veille. (244, 392, 362, 431)
paragraph: Le gouvernement a été saisi, dans la séance d'hier, de la question relative aux mesures prises par le conseil municipal; la commission chargée d'examiner le projet a terminé ses travaux et le rapport sera déposé incessamment. On assure que les négociations ouvertes avec les puissances voisines se poursuivent dans les meilleures conditions, et que la conclusion d'un arrangement définitif ne saurait tarder. Les cours de la Bourse se sont maintenus avec fermeté pendant toute la journée; la rente a clôturé en légère hausse sur les prix de la veille. (4, 1081, 112, 1124)
paragraph: Le gouvernement a été saisi, dans la séance d'hier, de la question relative aux mesures prises par le conseil municipal; la commission chargée d'examiner le projet a terminé ses travaux et le rapport sera déposé incessamment. On assure que les négociations ouvertes avec les puissances voisines se poursuivent dans les meilleures conditions, et que la conclusion d'un arrangement définitif ne saurait tarder. Les cours de la Bourse se sont maintenus avec fermeté pendant toute la journée; la rente a clôturé en légère hausse sur les prix de la veille. (486, 1080, 596, 1124)
paragraph: Le gouvernement a été saisi, dans la séance d'hier, de la question relative aux mesures prises par le conseil municipal; la commission chargée d'examiner le projet a terminé ses travaux et le rapport sera déposé incessamment. On assure que les négociations ouvertes avec les puissances voisines se poursuivent dans les meilleures conditions, et que la conclusion d'un arrangement définitif ne saurait tarder. Les cours de la Bourse se sont maintenus avec fermeté pendant toute la journée; la rente a clôturé en légère hausse sur les prix de la veille. (486, 725, 596, 769)
depeches-soir-title: DÉPÊCHES DU SOIR (486, 1177, 596, 1188)
paragraph: Le gouvernement a été saisi, dans la séance d'hier, de la question relative aux mesures prises par le conseil municipal; la commission chargée d'examiner le projet a terminé ses travaux et le rapport sera déposé incessamment. On assure que les négociations ouvertes avec les puissances voisines se poursuivent dans les meilleures conditions, et que la conclusion d'un arrangement définitif ne saurait tarder. Les cours de la Bourse se sont maintenus avec fermeté pendant toute la journée; la rente a clôturé en légère hausse sur les prix de la veille. (244, 874, 362, 913)
paragraph: Le gouvernement a été saisi, dans la séance d'hier, de la question relative aux mesures prises par le conseil municipal; la commission chargée d'examiner le projet a terminé ses travaux et le rapport sera déposé incessamment. On assure que les négociations ouvertes avec les puissances voisines se poursuivent dans les meilleures conditions, et que la conclusion d'un arrangement définitif ne saurait tarder. Les cours de la Bourse se sont maintenus avec fermeté pendant toute la journée; la rente a clôturé en légère hausse sur les prix de la veille. (368, 992, 480, 1035)
column-1 (4, 14, 112, 1347)
column-rule (365, 14, 366, 856)
paragraph: Le gouvernement a été saisi, dans la séance d'hier, de la question relative aux mesures prises par le conseil municipal; la commission chargée d'examiner le projet a terminé ses travaux et le rapport sera déposé incessamment. On assure que les négociations ouvertes avec les puissances voisines se poursuivent dans les meilleures conditions, et que la conclusion d'un arrangement définitif ne saurait tarder. Les cours de la Bourse se sont maintenus avec fermeté pendant toute la journée; la rente a clôturé en légère hausse sur les prix de la veille. (368, 236, 480, 280)
paragraph: Le gouvernement a été saisi, dans la séance d'hier, de la question relative aux mesures prises par le conseil municipal; la commission chargée d'examiner le projet a terminé ses travaux et le rapport sera déposé incessamment. On assure que les négociations ouvertes avec les puissances voisines se poursuivent dans les meilleures conditions, et que la conclusion d'un arrangement définitif ne saurait tarder. Les cours de la Bourse se sont maintenus avec fermeté pendant toute la journée; la rente a clôturé en légère hausse sur les prix de la veille. (118, 496, 238, 535)
paragraph: Le gouvernement a été saisi, dans la séance d'hier, de la question relative aux mesures prises par le conseil municipal; la commission chargée d'examiner le projet a terminé ses travaux et le rapport sera déposé incessamment. On assure que les négociations ouvertes avec les puissances voisines se poursuivent dans les meilleures conditions, et que la conclusion d'un arrangement définitif ne saurait tarder. Les cours de la Bourse se sont maintenus avec fermeté pendant toute la journée; la rente a clôturé en légère hausse sur les prix de la veille. (368, 1214, 480, 1258)
paragraph: Le gouvernement a été saisi, dans la séance d'hier, de la question relative aux mesures prises par le conseil municipal; la commission chargée d'examiner le projet a terminé ses travaux et le rapport sera déposé incessamment. On assure que les négociations ouvertes avec les puissances voisines se poursuivent dans les meilleures conditions, et que la conclusion d'un arrangement définitif ne saurait tarder. Les cours de la Bourse se sont maintenus avec fermeté pendant toute la journée; la rente a clôturé en légère hausse sur les prix de la veille. (368, 458, 480, 502)
section-separator (496, 1172, 586, 1173)
paragraph: Le gouvernement a été saisi, dans la séance d'hier, de la question relative aux mesures prises par le conseil municipal; la commission chargée d'examiner le projet a terminé ses travaux et le rapport sera déposé incessamment. On assure que les négociations ouvertes avec les puissances voisines se poursuivent dans les meilleures conditions, et que la conclusion d'un arrangement définitif ne saurait tarder. Les cours de la Bourse se sont maintenus avec fermeté pendant toute la journée; la rente a clôturé en légère hausse sur les prix de la veille. (368, 14, 480, 57)
paragraph: Le gouvernement a été saisi, dans la séance d'hier, de la question relative aux mesures prises par le conseil municipal; la commission chargée d'examiner le projet a terminé ses travaux et le rapport sera déposé incessamment. On assure que les négociations ouvertes avec les puissances voisines se poursuivent dans les meilleures conditions, et que la conclusion d'un arrangement définitif ne saurait tarder. Les cours de la Bourse se sont maintenus avec fermeté pendant toute la journée; la rente a clôturé en légère hausse sur les prix de la veille. (4, 280, 112, 324)
paragraph: Le gouvernement a été saisi, dans la séance d'hier, de la question relative aux mesures prises par le conseil municipal; la commission chargée d'examiner le projet a terminé ses travaux et le rapport sera déposé incessamment. On assure que les négociations ouvertes avec les puissances voisines se poursuivent dans les meilleures conditions, et que la conclusion d'un arrangement définitif ne saurait tarder. Les cours de la Bourse se sont maintenus avec fermeté pendant toute la journée; la rente a clôturé en légère hausse sur les prix de la veille. (486, 1036, 596, 1079)
paragraph: Le gouvernement a été saisi, dans la séance d'hier, de la question relative aux mesures prises par le conseil municipal; la commission chargée d'examiner le projet a terminé ses travaux et le rapport sera déposé incessamment. On assure que les négociations ouvertes avec les puissances voisines se poursuivent dans les meilleures conditions, et que la conclusion d'un arrangement définitif ne saurait tarder. Les cours de la Bourse se sont maintenus avec fermeté pendant toute la journée; la rente a clôturé en légère hausse sur les prix de la veille. (4, 14, 112, 57)
paragraph: Le gouvernement a été saisi, dans la séance d'hier, de la question relative aux mesures prises par le conseil municipal; la commission chargée d'examiner le projet a terminé ses travaux et le rapport sera déposé incessamment. On assure que les négociations ouvertes avec les puissances voisines se poursuivent dans les meilleures conditions, et que la conclusion d'un arrangement définitif ne saurait tarder. Les cours de la Bourse se sont maintenus avec fermeté pendant toute la journée; la rente a clôturé en légère hausse sur les prix de la veille. (368, 414, 480, 457)
paragraph: Le gouvernement a été saisi, dans la séance d'hier, de la question relative aux mesures prises par le conseil municipal; la commission chargée d'examiner le projet a terminé ses travaux et le rapport sera déposé incessamment. On assure que les négociations ouvertes avec les puissances voisines se poursuivent dans les meilleures conditions, et que la conclusion d'un arrangement définitif ne saurait tarder. Les cours de la Bourse se sont maintenus avec fermeté pendant toute la journée; la rente a clôturé en légère hausse sur les prix de la veille. (244, 713, 362, 753)
paragraph: Le gouvernement a été saisi, dans la séance d'hier, de la question relative aux mesures prises par le conseil municipal; la commission chargée d'examiner le projet a terminé ses travaux et le rapport sera déposé incessamment. On assure que les négociations ouvertes avec les puissances voisines se poursuivent dans les meilleures conditions, et que la conclusion d'un arrangement définitif ne saurait tarder. Les cours de la Bourse se sont maintenus avec fermeté pendant toute la journée; la rente a clôturé en légère hausse sur les prix de la veille. (244, 312, 362, 351)
column-4 (368, 14, 480, 1347)
paragraph: Le gouvernement a été saisi, dans la séance d'hier, de la question relative aux mesures prises par le conseil municipal; la commission chargée d'examiner le projet a terminé ses travaux et le rapport sera déposé incessamment. On assure que les négociations ouvertes avec les puissances voisines se poursuivent dans les meilleures conditions, et que la conclusion d'un arrangement définitif ne saurait tarder. Les cours de la Bourse se sont maintenus avec fermeté pendant toute la journée; la rente a clôturé en légère hausse sur les prix de la veille. (244, 834, 362, 873)
paragraph: Le gouvernement a été saisi, dans la séance d'hier, de la question relative aux mesures prises par le conseil municipal; la commission chargée d'examiner le projet a terminé ses travaux et le rapport sera déposé incessamment. On assure que les négociations ouvertes avec les puissances voisines se poursuivent dans les meilleures conditions, et que la conclusion d'un arrangement définitif ne saurait tarder. Les cours de la Bourse se sont maintenus avec fermeté pendant toute la journée; la rente a clôturé en légère hausse sur les prix de la veille. (4, 725, 112, 769)
article-body (4, 14, 112, 1347)
paragraph: Le gouvernement a été saisi, dans la séance d'hier, de la question relative aux mesures prises par le conseil municipal; la commission chargée d'examiner le projet a terminé ses travaux et le rapport sera déposé incessamment. On assure que les négociations ouvertes avec les puissances voisines se poursuivent dans les meilleures conditions, et que la conclusion d'un arrangement définitif ne saurait tarder. Les cours de la Bourse se sont maintenus avec fermeté pendant toute la journée; la rente a clôturé en légère hausse sur les prix de la veille. (244, 553, 362, 592)
paragraph: Le gouvernement a été saisi, dans la séance d'hier, de la question relative aux mesures prises par le conseil municipal; la commission chargée d'examiner le projet a terminé ses travaux et le rapport sera déposé incessamment. On assure que les négociations ouvertes avec les puissances voisines se poursuivent dans les meilleures conditions, et que la conclusion d'un arrangement définitif ne saurait tarder. Les cours de la Bourse se sont maintenus avec fermeté pendant toute la journée; la rente a clôturé en légère hausse sur les prix de la veille. (4, 547, 112, 591)
paragraph: Le gouvernement a été saisi, dans la séance d'hier, de la question relative aux mesures prises par le conseil municipal; la commission chargée d'examiner le projet a terminé ses travaux et le rapport sera déposé incessamment. On assure que les négociations ouvertes avec les puissances voisines se poursuivent dans les meilleures conditions, et que la conclusion d'un arrangement définitif ne saurait tarder. Les cours de la Bourse se sont maintenus avec fermeté pendant toute la journée; la rente a clôturé en légère hausse sur les prix de la veille. (244, 231, 362, 271)
depeches-matin-sub: Paris, 27 janvier. (524, 940, 558, 946)
paragraph: Le gouvernement a été saisi, dans la séance d'hier, de la question relative aux mesures prises par le conseil municipal; la commission chargée d'examiner le projet a terminé ses travaux et le rapport sera déposé incessamment. On assure que les négociations ouvertes avec les puissances voisines se poursuivent dans les meilleures conditions, et que la conclusion d'un arrangement définitif ne saurait tarder. Les cours de la Bourse se sont maintenus avec fermeté pendant toute la journée; la rente a clôturé en légère hausse sur les prix de la veille. (244, 111, 362, 150)
paragraph: Le gouvernement a été saisi, dans la séance d'hier, de la question relative aux mesures prises par le conseil municipal; la commission chargée d'examiner le projet a terminé ses travaux et le rapport sera déposé incessamment. On assure que les négociations ouvertes avec les puissances voisines se poursuivent dans les meilleures conditions, et que la conclusion d'un arrangement définitif ne saurait tarder. Les cours de la Bourse se sont maintenus avec fermeté pendant toute la journée; la rente a clôturé en légère hausse sur les prix de la veille. (486, 280, 596, 324)
paragraph: Le gouvernement a été saisi, dans la séance d'hier, de la question relative aux mesures prises par le conseil municipal; la commission chargée d'examiner le projet a terminé ses travaux et le rapport sera déposé incessamment. On assure que les négociations ouvertes avec les puissances voisines se poursuivent dans les meilleures conditions, et que la conclusion d'un arrangement définitif ne saurait tarder. Les cours de la Bourse se sont maintenus avec fermeté pendant toute la journée; la rente a clôturé en légère hausse sur les prix de la veille. (244, 1035, 362, 1074)
paragraph: Le gouvernement a été saisi, dans la séance d'hier, de la question relative aux mesures prises par le conseil municipal; la commission chargée d'examiner le projet a terminé ses travaux et le rapport sera déposé incessamment. On assure que les négociations ouvertes avec les puissances voisines se poursuivent dans les meilleures conditions, et que la conclusion d'un arrangement définitif ne saurait tarder. Les cours de la Bourse se sont maintenus avec fermeté pendant toute la journée; la rente a clôturé en légère hausse sur les prix de la veille. (118, 214, 238, 254)
paragraph: Le gouvernement a été saisi, dans la séance d'hier, de la question relative aux mesures prises par le conseil municipal; la commission chargée d'examiner le projet a terminé ses travaux et le rapport sera déposé incessamment. On assure que les négociations ouvertes avec les puissances voisines se poursuivent dans les meilleures conditions, et que la conclusion d'un arrangement définitif ne saurait tarder. Les cours de la Bourse se sont maintenus avec fermeté pendant toute la journée; la rente a clôturé en légère hausse sur les prix de la veille. (244, 633, 362, 672)
paragraph: Le gouvernement a été saisi, dans la séance d'hier, de la question relative aux mesures prises par le conseil municipal; la commission chargée d'examiner le projet a terminé ses travaux et le rapport sera déposé incessamment. On assure que les négociations ouvertes avec les puissances voisines se poursuivent dans les meilleures conditions, et que la conclusion d'un arrangement définitif ne saurait tarder. Les cours de la Bourse se sont maintenus avec fermeté pendant toute la journée; la rente a clôturé en légère hausse sur les prix de la veille. (486, 814, 596, 858)
paragraph: Le gouvernement a été saisi, dans la séance d'hier, de la question relative aux mesures prises par le conseil municipal; la commission chargée d'examiner le projet a terminé ses travaux et le rapport sera déposé incessamment. On assure que les négociations ouvertes avec les puissances voisines se poursuivent dans les meilleures conditions, et que la conclusion d'un arrangement définitif ne saurait tarder. Les cours de la Bourse se sont maintenus avec fermeté pendant toute la journée; la rente a clôturé en légère hausse sur les prix de la veille. (368, 547, 480, 591)
column-5 (486, 14, 596, 1431)
paragraph: Le gouvernement a été saisi, dans la séance d'hier, de la question relative aux mesures prises par le conseil municipal; la commission chargée d'examiner le projet a terminé ses travaux et le rapport sera déposé incessamment. On assure que les négociations ouvertes avec les puissances voisines se poursuivent dans les meilleures conditions, et que la conclusion d'un arrangement définitif ne saurait tarder. Les cours de la Bourse se sont maintenus avec fermeté pendant toute la journée; la rente a clôturé en légère hausse sur les prix de la veille. (486, 1125, 596, 1168)
column-3 (244, 14, 362, 1235)
paragraph: Le gouvernement a été saisi, dans la séance d'hier, de la question relative aux mesures prises par le conseil municipal; la commission chargée d'examiner le projet a terminé ses travaux et le rapport sera déposé incessamment. On assure que les négociations ouvertes avec les puissances voisines se poursuivent dans les meilleures conditions, et que la conclusion d'un arrangement définitif ne saurait tarder. Les cours de la Bourse se sont maintenus avec fermeté pendant toute la journée; la rente a clôturé en légère hausse sur les prix de la veille. (244, 673, 362, 713)
paragraph: Le gouvernement a été saisi, dans la séance d'hier, de la question relative aux mesures prises par le conseil municipal; la commission chargée d'examiner le projet a terminé ses travaux et le rapport sera déposé incessamment. On assure que les négociations ouvertes avec les puissances voisines se poursuivent dans les meilleures conditions, et que la conclusion d'un arrangement définitif ne saurait tarder. Les cours de la Bourse se sont maintenus avec fermeté pendant toute la journée; la rente a clôturé en légère hausse sur les prix de la veille. (368, 1303, 480, 1347)
paragraph: Le gouvernement a été saisi, dans la séance d'hier, de la question relative aux mesures prises par le conseil municipal; la commission chargée d'examiner le projet a terminé ses travaux et le rapport sera déposé incessamment. On assure que les négociations ouvertes avec les puissances voisines se poursuivent dans les meilleures conditions, et que la conclusion d'un arrangement définitif ne saurait tarder. Les cours de la Bourse se sont maintenus avec fermeté pendant toute la journée; la rente a clôturé en légère hausse sur les prix de la veille. (118, 1144, 238, 1183)
paragraph: Le gouvernement a été saisi, dans la séance d'hier, de la question relative aux mesures prises par le conseil municipal; la commission chargée d'examiner le projet a terminé ses travaux et le rapport sera déposé incessamment. On assure que les négociations ouvertes avec les puissances voisines se poursuivent dans les meilleures conditions, et que la conclusion d'un arrangement définitif ne saurait tarder. Les cours de la Bourse se sont maintenus avec fermeté pendant toute la journée; la rente a clôturé en légère hausse sur les prix de la veille. (118, 415, 238, 455)
paragraph: Le gouvernement a été saisi, dans la séance d'hier, de la question relative aux mesures prises par le conseil municipal; la commission chargée d'examiner le projet a terminé ses travaux et le rapport sera déposé incessamment. On assure que les négociations ouvertes avec les puissances voisines se poursuivent dans les meilleures conditions, et que la conclusion d'un arrangement définitif ne saurait tarder. Les cours de la Bourse se sont maintenus avec fermeté pendant toute la journée; la rente a clôturé en légère hausse sur les prix de la veille. (4, 191, 112, 235)
paragraph: Le gouvernement a été saisi, dans la séance d'hier, de la question relative aux mesures prises par le conseil municipal; la commission chargée d'examiner le projet a terminé ses travaux et le rapport sera déposé incessamment. On assure que les négociations ouvertes avec les puissances voisines se poursuivent dans les meilleures conditions, et que la conclusion d'un arrangement définitif ne saurait tarder. Les cours de la Bourse se sont maintenus avec fermeté pendant toute la journée; la rente a clôturé en légère hausse sur les prix de la veille. (118, 903, 238, 942)
paragraph: Le gouvernement a été saisi, dans la séance d'hier, de la question relative aux mesures prises par le conseil municipal; la commission chargée d'examiner le projet a terminé ses travaux et le rapport sera déposé incessamment. On assure que les négociations ouvertes avec les puissances voisines se poursuivent dans les meilleures conditions, et que la conclusion d'un arrangement définitif ne saurait tarder. Les cours de la Bourse se sont maintenus avec fermeté pendant toute la journée; la rente a clôturé en légère hausse sur les prix de la veille. (4, 503, 112, 546)
paragraph: Le gouvernement a été saisi, dans la séance d'hier, de la question relative aux mesures prises par le conseil municipal; la commission chargée d'examiner le projet a terminé ses travaux et le rapport sera déposé incessamment. On assure que les négociations ouvertes avec les puissances voisines se poursuivent dans les meilleures conditions, et que la conclusion d'un arrangement définitif ne saurait tarder. Les cours de la Bourse se sont maintenus avec fermeté pendant toute la journée; la rente a clôturé en légère hausse sur les prix de la veille. (486, 681, 596, 724)
paragraph: Le gouvernement a été saisi, dans la séance d'hier, de la question relative aux mesures prises par le conseil municipal; la commission chargée d'examiner le projet a terminé ses travaux et le rapport sera déposé incessamment. On assure que les négociations ouvertes avec les puissances voisines se poursuivent dans les meilleures conditions, et que la conclusion d'un arrangement définitif ne saurait tarder. Les cours de la Bourse se sont maintenus avec fermeté pendant toute la journée; la rente a clôturé en légère hausse sur les prix de la veille. (4, 369, 112, 413)
paragraph: Le gouvernement a été saisi, dans la séance d'hier, de la question relative aux mesures prises par le conseil municipal; la commission chargée d'examiner le projet a terminé ses travaux et le rapport sera déposé incessamment. On assure que les négociations ouvertes avec les puissances voisines se poursuivent dans les meilleures conditions, et que la conclusion d'un arrangement définitif ne saurait tarder. Les cours de la Bourse se sont maintenus avec fermeté pendant toute la journée; la rente a clôturé en légère hausse sur les prix de la veille. (486, 636, 596, 680)
paragraph: Le gouvernement a été saisi, dans la séance d'hier, de la question relative aux mesures prises par le conseil municipal; la commission chargée d'examiner le projet a terminé ses travaux et le rapport sera déposé incessamment. On assure que les négociations ouvertes avec les puissances voisines se poursuivent dans les meilleures conditions, et que la conclusion d'un arrangement définitif ne saurait tarder. Les cours de la Bourse se sont maintenus avec fermeté pendant toute la journée; la rente a clôturé en légère hausse sur les prix de la veille. (486, 769, 596, 813)
paragraph: Le gouvernement a été saisi, dans la séance d'hier, de la question relative aux mesures prises par le conseil municipal; la commission chargée d'examiner le projet a terminé ses travaux et le rapport sera déposé incessamment. On assure que les négociations ouvertes avec les puissances voisines se poursuivent dans les meilleures conditions, et que la conclusion d'un arrangement définitif ne saurait tarder. Les cours de la Bourse se sont maintenus avec fermeté pendant toute la journée; la rente a clôturé en légère hausse sur les prix de la veille. (486, 369, 596, 413)
paragraph: Le gouvernement a été saisi, dans la séance d'hier, de la question relative aux mesures prises par le conseil municipal; la commission chargée d'examiner le projet a terminé ses travaux et le rapport sera déposé incessamment. On assure que les négociations ouvertes avec les puissances voisines se poursuivent dans les meilleures conditions, et que la conclusion d'un arrangement définitif ne saurait tarder. Les cours de la Bourse se sont maintenus avec fermeté pendant toute la journée; la rente a clôturé en légère hausse sur les prix de la veille. (4, 102, 112, 146)
paragraph: Le gouvernement a été saisi, dans la séance d'hier, de la question relative aux mesures prises par le conseil municipal; la commission chargée d'examiner le projet a terminé ses travaux et le rapport sera déposé incessamment. On assure que les négociations ouvertes avec les puissances voisines se poursuivent dans les meilleures conditions, et que la conclusion d'un arrangement définitif ne saurait tarder. Les cours de la Bourse se sont maintenus avec fermeté pendant toute la journée; la rente a clôturé en légère hausse sur les prix de la veille. (368, 681, 480, 724)
section-separator (128, 860, 228, 861)
column-rule (483, 14, 484, 856)
paragraph: Le gouvernement a été saisi, dans la séance d'hier, de la question relative aux mesures prises par le conseil municipal; la commission chargée d'examiner le projet a terminé ses travaux et le rapport sera déposé incessamment. On assure que les négociations ouvertes avec les puissances voisines se poursuivent dans les meilleures conditions, et que la conclusion d'un arrangement définitif ne saurait tarder. Les cours de la Bourse se sont maintenus avec fermeté pendant toute la journée; la rente a clôturé en légère hausse sur les prix de la veille. (118, 777, 238, 816)
paragraph: Le gouvernement a été saisi, dans la séance d'hier, de la question relative aux mesures prises par le conseil municipal; la commission chargée d'examiner le projet a terminé ses travaux et le rapport sera déposé incessamment. On assure que les négociations ouvertes avec les puissances voisines se poursuivent dans les meilleures conditions, et que la conclusion d'un arrangement définitif ne saurait tarder. Les cours de la Bourse se sont maintenus avec fermeté pendant toute la journée; la rente a clôturé en légère hausse sur les prix de la veille. (486, 102, 596, 146)
paragraph: Le gouvernement a été saisi, dans la séance d'hier, de la question relative aux mesures prises par le conseil municipal; la commission chargée d'examiner le projet a terminé ses travaux et le rapport sera déposé incessamment. On assure que les négociations ouvertes avec les puissances voisines se poursuivent dans les meilleures conditions, et que la conclusion d'un arrangement définitif ne saurait tarder. Les cours de la Bourse se sont maintenus avec fermeté pendant toute la journée; la rente a clôturé en légère hausse sur les prix de la veille. (118, 255, 238, 294)
paragraph: Le gouvernement a été saisi, dans la séance d'hier, de la question relative aux mesures prises par le conseil municipal; la commission chargée d'examiner le projet a terminé ses travaux et le rapport sera déposé incessamment. On assure que les négociations ouvertes avec les puissances voisines se poursuivent dans les meilleures conditions, et que la conclusion d'un arrangement définitif ne saurait tarder. Les cours de la Bourse se sont maintenus avec fermeté pendant toute la journée; la rente a clôturé en légère hausse sur les prix de la veille. (244, 914, 362, 954)
paragraph: Le gouvernement a été saisi, dans la séance d'hier, de la question relative aux mesures prises par le conseil municipal; la commission chargée d'examiner le projet a terminé ses travaux et le rapport sera déposé incessamment. On assure que les négociations ouvertes avec les puissances voisines se poursuivent dans les meilleures conditions, et que la conclusion d'un arrangement définitif ne saurait tarder. Les cours de la Bourse se sont maintenus avec fermeté pendant toute la journée; la rente a clôturé en légère hausse sur les prix de la veille. (4, 147, 112, 191)
paragraph: Le gouvernement a été saisi, dans la séance d'hier, de la question relative aux mesures prises par le conseil municipal; la commission chargée d'examiner le projet a terminé ses travaux et le rapport sera déposé incessamment. On assure que les négociations ouvertes avec les puissances voisines se poursuivent dans les meilleures conditions, et que la conclusion d'un arrangement définitif ne saurait tarder. Les cours de la Bourse se sont maintenus avec fermeté pendant toute la journée; la rente a clôturé en légère hausse sur les prix de la veille. (368, 814, 480, 858)
paragraph: Le gouvernement a été saisi, dans la séance d'hier, de la question relative aux mesures prises par le conseil municipal; la commission chargée d'examiner le projet a terminé ses travaux et le rapport sera déposé incessamment. On assure que les négociations ouvertes avec les puissances voisines se poursuivent dans les meilleures conditions, et que la conclusion d'un arrangement définitif ne saurait tarder. Les cours de la Bourse se sont maintenus avec fermeté pendant toute la journée; la rente a clôturé en légère hausse sur les prix de la veille. (486, 1254, 596, 1297)
paragraph: Le gouvernement a été saisi, dans la séance d'hier, de la question relative aux mesures prises par le conseil municipal; la commission chargée d'examiner le projet a terminé ses travaux et le rapport sera déposé incessamment. On assure que les négociations ouvertes avec les puissances voisines se poursuivent dans les meilleures conditions, et que la conclusion d'un arrangement définitif ne saurait tarder. Les cours de la Bourse se sont maintenus avec fermeté pendant toute la journée; la rente a clôturé en légère hausse sur les prix de la veille. (4, 1170, 112, 1213)
column-2 (118, 14, 238, 1304)
paragraph: Le gouvernement a été saisi, dans la séance d'hier, de la question relative aux mesures prises par le conseil municipal; la commission chargée d'examiner le projet a terminé ses travaux et le rapport sera déposé incessamment. On assure que les négociations ouvertes avec les puissances voisines se poursuivent dans les meilleures conditions, et que la conclusion d'un arrangement définitif ne saurait tarder. Les cours de la Bourse se sont maintenus avec fermeté pendant toute la journée; la rente a clôturé en légère hausse sur les prix de la veille. (486, 458, 596, 502)
paragraph: Le gouvernement a été saisi, dans la séance d'hier, de la question relative aux mesures prises par le conseil municipal; la commission chargée d'examiner le projet a terminé ses travaux et le rapport sera déposé incessamment. On assure que les négociations ouvertes avec les puissances voisines se poursuivent dans les meilleures conditions, et que la conclusion d'un arrangement définitif ne saurait tarder. Les cours de la Bourse se sont maintenus avec fermeté pendant toute la journée; la rente a clôturé en légère hausse sur les prix de la veille. (244, 432, 362, 472)
paragraph: Le gouvernement a été saisi, dans la séance d'hier, de la question relative aux mesures prises par le conseil municipal; la commission chargée d'examiner le projet a terminé ses travaux et le rapport sera déposé incessamment. On assure que les négociations ouvertes avec les puissances voisines se poursuivent dans les meilleures conditions, et que la conclusion d'un arrangement définitif ne saurait tarder. Les cours de la Bourse se sont maintenus avec fermeté pendant toute la journée; la rente a clôturé en légère hausse sur les prix de la veille. (244, 754, 362, 793)
paragraph: Le gouvernement a été saisi, dans la séance d'hier, de la question relative aux mesures prises par le conseil municipal; la commission chargée d'examiner le projet a terminé ses travaux et le rapport sera déposé incessamment. On assure que les négociations ouvertes avec les puissances voisines se poursuivent dans les meilleures conditions, et que la conclusion d'un arrangement définitif ne saurait tarder. Les cours de la Bourse se sont maintenus avec fermeté pendant toute la journée; la rente a clôturé en légère hausse sur les prix de la veille. (486, 14, 596, 57)
paragraph: Le gouvernement a été saisi, dans la séance d'hier, de la question relative aux mesures prises par le conseil municipal; la commission chargée d'examiner le projet a terminé ses travaux et le rapport sera déposé incessamment. On assure que les négociations ouvertes avec les puissances voisines se poursuivent dans les meilleures conditions, et que la conclusion d'un arrangement définitif ne saurait tarder. Les cours de la Bourse se sont maintenus avec fermeté pendant toute la journée; la rente a clôturé en légère hausse sur les prix de la veille. (118, 817, 238, 856)
paragraph: Le gouvernement a été saisi, dans la séance d'hier, de la question relative aux mesures prises par le conseil municipal; la commission chargée d'examiner le projet a terminé ses travaux et le rapport sera déposé incessamment. On assure que les négociations ouvertes avec les puissances voisines se poursuivent dans les meilleures conditions, et que la conclusion d'un arrangement définitif ne saurait tarder. Les cours de la Bourse se sont maintenus avec fermeté pendant toute la journée; la rente a clôturé en légère hausse sur les prix de la veille. (368, 636, 480, 680)
section-dateline: Rome, 21 janvier. (160, 895, 196, 901)
paragraph: Le gouvernement a été saisi, dans la séance d'hier, de la question relative aux mesures prises par le conseil municipal; la commission chargée d'examiner le projet a terminé ses travaux et le rapport sera déposé incessamment. On assure que les négociations ouvertes avec les puissances voisines se poursuivent dans les meilleures conditions, et que la conclusion d'un arrangement définitif ne saurait tarder. Les cours de la Bourse se sont maintenus avec fermeté pendant toute la journée; la rente a clôturé en légère hausse sur les prix de la veille. (4, 992, 112, 1035)
paragraph: Le gouvernement a été saisi, dans la séance d'hier, de la question relative aux mesures prises par le conseil municipal; la commission chargée d'examiner le projet a terminé ses travaux et le rapport sera déposé incessamment. On assure que les négociations ouvertes avec les puissances voisines se poursuivent dans les meilleures conditions, et que la conclusion d'un arrangement définitif ne saurait tarder. Les cours de la Bourse se sont maintenus avec fermeté pendant toute la journée; la rente a clôturé en légère hausse sur les prix de la veille. (368, 1259, 480, 1302)
